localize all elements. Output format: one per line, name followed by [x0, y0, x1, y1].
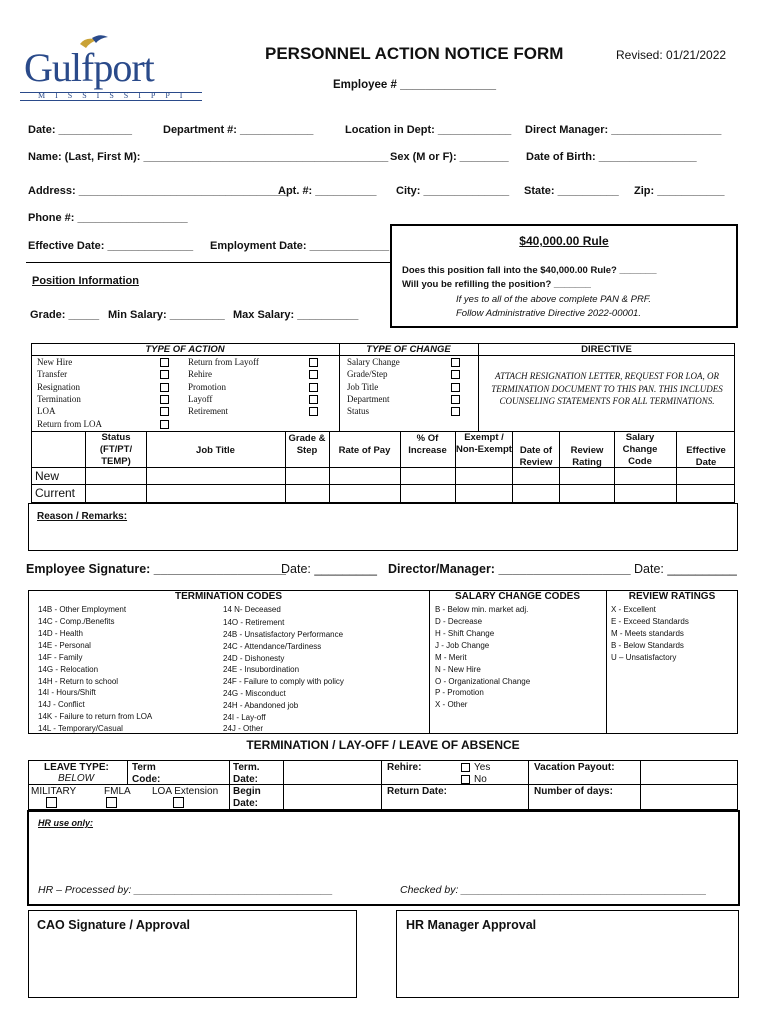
- action-transfer: Transfer: [37, 369, 68, 379]
- col-salary-change-code: Salary Change Code: [622, 432, 658, 467]
- change-job-title: Job Title: [347, 382, 379, 392]
- salary-code-d: D - Decrease: [435, 617, 483, 626]
- salary-code-n: N - New Hire: [435, 665, 481, 674]
- checkbox-status[interactable]: [451, 407, 460, 416]
- reason-label: Reason / Remarks:: [37, 511, 128, 522]
- hr-use-only-box: [27, 810, 740, 906]
- reason-box[interactable]: [28, 503, 738, 551]
- leave-type-below: BELOW: [58, 773, 95, 784]
- number-of-days-label: Number of days:: [534, 786, 613, 797]
- logo-name: Gulfport: [24, 45, 154, 90]
- leave-loa-extension-label: LOA Extension: [152, 786, 219, 797]
- department-field[interactable]: Department #: ____________: [163, 124, 314, 136]
- checkbox-return-from-loa[interactable]: [160, 420, 169, 429]
- action-return-from-layoff: Return from Layoff: [188, 357, 259, 367]
- leave-section-title: TERMINATION / LAY-OFF / LEAVE OF ABSENCE: [246, 738, 520, 752]
- dob-field[interactable]: Date of Birth: ________________: [526, 151, 697, 163]
- rule-question-2[interactable]: Will you be refilling the position? _______: [402, 279, 591, 290]
- vacation-payout-label: Vacation Payout:: [534, 762, 615, 773]
- cao-approval-label: CAO Signature / Approval: [37, 918, 191, 932]
- row-label-current: Current: [35, 486, 76, 500]
- location-field[interactable]: Location in Dept: ____________: [345, 124, 512, 136]
- change-grade-step: Grade/Step: [347, 369, 388, 379]
- salary-code-o: O - Organizational Change: [435, 677, 531, 686]
- phone-field[interactable]: Phone #: __________________: [28, 212, 188, 224]
- term-code-14n: 14 N- Deceased: [223, 605, 281, 614]
- type-of-action-header: TYPE OF ACTION: [145, 344, 225, 355]
- col-status: Status (FT/PT/ TEMP): [99, 432, 133, 467]
- checkbox-fmla[interactable]: [106, 797, 117, 808]
- employee-signature[interactable]: Employee Signature: ___________________: [26, 562, 286, 576]
- leave-fmla-label: FMLA: [104, 786, 131, 797]
- hr-processed-by[interactable]: HR – Processed by: __________________________________: [38, 884, 333, 896]
- apt-field[interactable]: Apt. #: __________: [278, 185, 377, 197]
- zip-field[interactable]: Zip: ___________: [634, 185, 725, 197]
- rule-title: $40,000.00 Rule: [519, 234, 609, 248]
- term-code-14l: 14L - Temporary/Casual: [38, 724, 123, 733]
- checkbox-grade-step[interactable]: [451, 370, 460, 379]
- employee-number[interactable]: Employee # _______________: [333, 79, 497, 91]
- salary-code-p: P - Promotion: [435, 688, 484, 697]
- review-exceed: E - Exceed Standards: [611, 617, 689, 626]
- action-return-from-loa: Return from LOA: [37, 419, 102, 429]
- action-retirement: Retirement: [188, 406, 228, 416]
- employment-date-field[interactable]: Employment Date: _____________: [210, 240, 390, 252]
- term-code-24b: 24B - Unsatisfactory Performance: [223, 630, 344, 639]
- term-code-24f: 24F - Failure to comply with policy: [223, 677, 344, 686]
- checkbox-salary-change[interactable]: [451, 358, 460, 367]
- leave-type-label: LEAVE TYPE:: [44, 762, 109, 773]
- term-code-14g: 14G - Relocation: [38, 665, 99, 674]
- term-code-14j: 14J - Conflict: [38, 700, 85, 709]
- term-code-14d: 14D - Health: [38, 629, 83, 638]
- change-status: Status: [347, 406, 370, 416]
- term-date-label: Term. Date:: [233, 762, 260, 785]
- effective-date-field[interactable]: Effective Date: ______________: [28, 240, 194, 252]
- salary-code-x: X - Other: [435, 700, 468, 709]
- review-meets: M - Meets standards: [611, 629, 684, 638]
- term-code-14c: 14C - Comp./Benefits: [38, 617, 115, 626]
- grade-field[interactable]: Grade: _____: [30, 309, 100, 321]
- address-field[interactable]: Address: __________________________________: [28, 185, 287, 197]
- change-department: Department: [347, 394, 390, 404]
- logo-state: MISSISSIPPI: [38, 91, 193, 100]
- checkbox-rehire[interactable]: [309, 370, 318, 379]
- term-code-24j: 24J - Other: [223, 724, 264, 733]
- action-loa: LOA: [37, 406, 56, 416]
- checkbox-resignation[interactable]: [160, 383, 169, 392]
- review-ratings-title: REVIEW RATINGS: [628, 591, 716, 602]
- salary-code-b: B - Below min. market adj.: [435, 605, 529, 614]
- leave-military-label: MILITARY: [31, 786, 77, 797]
- action-termination: Termination: [37, 394, 81, 404]
- directive-text: ATTACH RESIGNATION LETTER, REQUEST FOR LOA, OR TERMINATION DOCUMENT TO THIS PAN. THIS INCLUDES COUNSELING STATEMENTS FOR ALL TERMINATIONS.: [491, 371, 723, 406]
- hr-manager-approval-box[interactable]: [396, 910, 739, 998]
- col-effective-date: Effective Date: [686, 445, 726, 468]
- date-field[interactable]: Date: ____________: [28, 124, 132, 136]
- action-promotion: Promotion: [188, 382, 227, 392]
- checkbox-job-title[interactable]: [451, 383, 460, 392]
- term-code-14e: 14E - Personal: [38, 641, 91, 650]
- checkbox-loa[interactable]: [160, 407, 169, 416]
- state-field[interactable]: State: __________: [524, 185, 619, 197]
- checkbox-transfer[interactable]: [160, 370, 169, 379]
- term-code-14o: 14O - Retirement: [223, 618, 285, 627]
- max-salary-field[interactable]: Max Salary: __________: [233, 309, 359, 321]
- term-code-14b: 14B - Other Employment: [38, 605, 127, 614]
- employee-signature-date[interactable]: Date: _________: [281, 562, 377, 576]
- term-code-24c: 24C - Attendance/Tardiness: [223, 642, 322, 651]
- checkbox-return-from-layoff[interactable]: [309, 358, 318, 367]
- position-info-heading: Position Information: [32, 275, 139, 287]
- change-salary: Salary Change: [347, 357, 400, 367]
- term-code-label: Term Code:: [132, 762, 161, 785]
- term-code-24i: 24I - Lay-off: [223, 713, 266, 722]
- return-date-label: Return Date:: [387, 786, 448, 797]
- term-code-14h: 14H - Return to school: [38, 677, 119, 686]
- directive-header: DIRECTIVE: [581, 344, 632, 355]
- checkbox-layoff[interactable]: [309, 395, 318, 404]
- salary-rule-box: [390, 224, 738, 328]
- begin-date-label: Begin Date:: [233, 786, 261, 809]
- action-new-hire: New Hire: [37, 357, 73, 367]
- action-layoff: Layoff: [188, 394, 213, 404]
- col-job-title: Job Title: [196, 445, 235, 456]
- hr-checked-by[interactable]: Checked by: __________________________________________: [400, 884, 707, 896]
- action-table: [31, 343, 735, 503]
- gulfport-logo: [20, 34, 202, 104]
- director-signature-date[interactable]: Date: __________: [634, 562, 737, 576]
- col-date-of-review: Date of Review: [519, 445, 553, 468]
- checkbox-loa-extension[interactable]: [173, 797, 184, 808]
- review-below: B - Below Standards: [611, 641, 684, 650]
- term-code-14i: 14I - Hours/Shift: [38, 688, 96, 697]
- checkbox-retirement[interactable]: [309, 407, 318, 416]
- col-exempt: Exempt / Non-Exempt: [456, 432, 512, 455]
- name-field[interactable]: Name: (Last, First M): ________________________________________: [28, 151, 389, 163]
- salary-code-m: M - Merit: [435, 653, 467, 662]
- form-title: PERSONNEL ACTION NOTICE FORM: [265, 44, 564, 63]
- hr-use-only-label: HR use only:: [38, 818, 94, 828]
- rule-question-1[interactable]: Does this position fall into the $40,000.00 Rule? _______: [402, 265, 657, 276]
- min-salary-field[interactable]: Min Salary: _________: [108, 309, 225, 321]
- revised-date: Revised: 01/21/2022: [616, 48, 727, 62]
- term-code-24g: 24G - Misconduct: [223, 689, 286, 698]
- checkbox-rehire-no[interactable]: [461, 775, 470, 784]
- city-field[interactable]: City: ______________: [396, 185, 510, 197]
- review-excellent: X - Excellent: [611, 605, 656, 614]
- termination-codes-title: TERMINATION CODES: [174, 591, 283, 602]
- col-rate-of-pay: Rate of Pay: [338, 445, 391, 456]
- col-review-rating: Review Rating: [570, 445, 604, 468]
- rule-note-2: Follow Administrative Directive 2022-00001.: [456, 308, 641, 319]
- hr-manager-approval-label: HR Manager Approval: [406, 918, 537, 932]
- checkbox-termination[interactable]: [160, 395, 169, 404]
- action-rehire: Rehire: [188, 369, 212, 379]
- salary-code-h: H - Shift Change: [435, 629, 495, 638]
- action-resignation: Resignation: [37, 382, 80, 392]
- separator-line: [26, 262, 390, 263]
- rehire-yes-label: Yes: [474, 762, 491, 773]
- cao-approval-box[interactable]: [28, 910, 357, 998]
- rehire-no-label: No: [474, 774, 487, 785]
- checkbox-new-hire[interactable]: [160, 358, 169, 367]
- type-of-change-header: TYPE OF CHANGE: [366, 344, 451, 355]
- rule-note-1: If yes to all of the above complete PAN & PRF.: [456, 294, 652, 305]
- salary-codes-title: SALARY CHANGE CODES: [454, 591, 580, 602]
- review-unsatisfactory: U – Unsatisfactory: [611, 653, 677, 662]
- term-code-24h: 24H - Abandoned job: [223, 701, 299, 710]
- term-code-14f: 14F - Family: [38, 653, 83, 662]
- term-code-24e: 24E - Insubordination: [223, 665, 300, 674]
- term-code-14k: 14K - Failure to return from LOA: [38, 712, 153, 721]
- checkbox-rehire-yes[interactable]: [461, 763, 470, 772]
- row-label-new: New: [35, 469, 60, 483]
- checkbox-promotion[interactable]: [309, 383, 318, 392]
- term-code-24d: 24D - Dishonesty: [223, 654, 285, 663]
- rehire-label: Rehire:: [387, 762, 422, 773]
- sex-field[interactable]: Sex (M or F): ________: [390, 151, 509, 163]
- col-percent-increase: % Of Increase: [408, 433, 447, 456]
- checkbox-military[interactable]: [46, 797, 57, 808]
- col-grade-step: Grade & Step: [288, 433, 326, 456]
- checkbox-department[interactable]: [451, 395, 460, 404]
- salary-code-j: J - Job Change: [435, 641, 490, 650]
- direct-manager-field[interactable]: Direct Manager: __________________: [525, 124, 722, 136]
- director-signature[interactable]: Director/Manager: ___________________: [388, 562, 631, 576]
